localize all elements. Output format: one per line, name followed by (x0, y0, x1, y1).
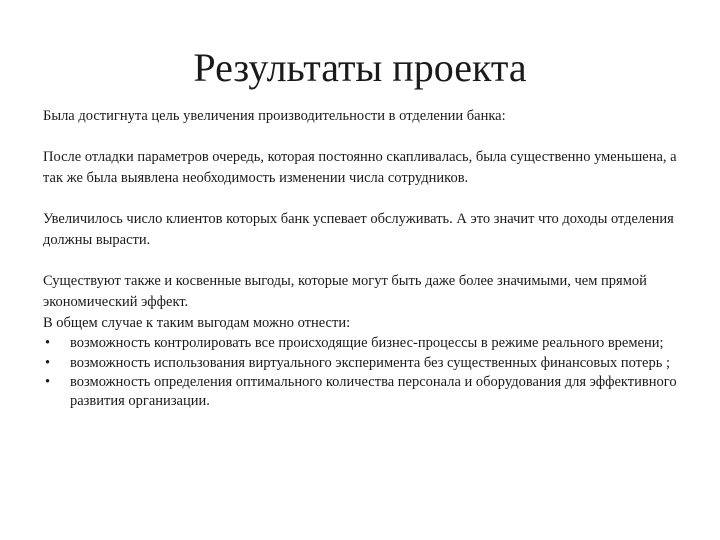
indirect-benefits-paragraph: Существуют также и косвенные выгоды, которые могут быть даже более значимыми, чем прямой экономический эффект. (43, 273, 647, 310)
queue-paragraph: После отладки параметров очередь, которая постоянно скапливалась, была существенно уменьшена, а так же была выявлена необходимость изменении числа сотрудников. (43, 149, 677, 186)
bullet-icon: • (45, 335, 51, 351)
list-item-text: возможность определения оптимального количества персонала и оборудования для эффективного развития организации. (70, 374, 677, 409)
bullet-icon: • (45, 374, 51, 390)
list-item (43, 334, 683, 353)
slide-title: Результаты проекта (193, 45, 527, 90)
intro-paragraph: Была достигнута цель увеличения производительности в отделении банка: (43, 108, 506, 124)
benefits-intro-paragraph: В общем случае к таким выгодам можно отнести: (43, 315, 351, 331)
bullet-icon: • (45, 354, 51, 371)
benefits-list (43, 334, 683, 410)
list-item-text: возможность использования виртуального эксперимента без существенных финансовых потерь ; (70, 354, 670, 371)
slide-body (43, 106, 683, 411)
list-item (43, 354, 683, 373)
clients-paragraph: Увеличилось число клиентов которых банк успевает обслуживать. А это значит что доходы отделения должны вырасти. (43, 211, 674, 248)
list-item (43, 373, 683, 410)
list-item-text: возможность контролировать все происходящие бизнес-процессы в режиме реального времени; (70, 335, 664, 351)
